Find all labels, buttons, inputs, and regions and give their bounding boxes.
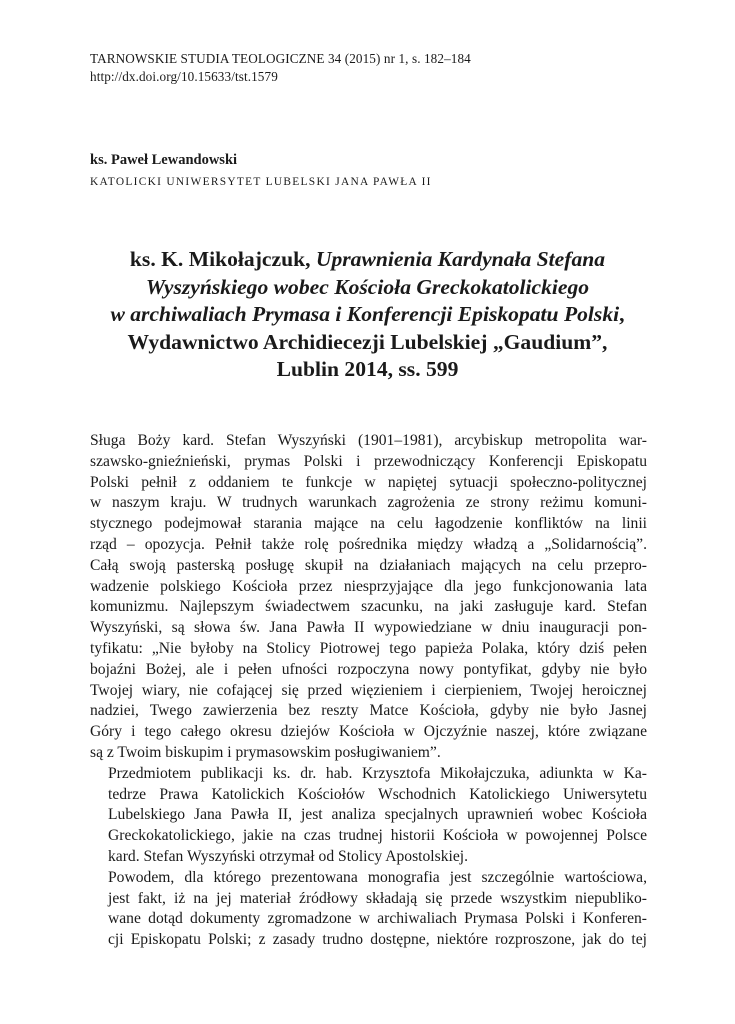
title-line-3 <box>100 301 635 329</box>
text-line: stycznego podejmował starania mające na celu łagodzenie konfliktów na linii <box>90 515 647 533</box>
title-book-italic-3: w archiwaliach Prymasa i Konferencji Episkopatu Polski <box>110 302 620 327</box>
author-block <box>90 150 650 190</box>
text-line: nadziei, Twego zawierzenia bez reszty Matce Kościoła, gdyby nie było Jasnej <box>90 702 647 720</box>
author-name: ks. Paweł Lewandowski <box>90 152 238 168</box>
text-line: Powodem, dla którego prezentowana monografia jest szczególnie wartościowa, <box>108 868 647 886</box>
body-text <box>90 431 647 951</box>
text-line: Góry i tego całego okresu dziejów Kościoła w Ojczyźnie naszej, które związane <box>90 723 647 741</box>
text-line: tyfikatu: „Nie byłoby na Stolicy Piotrowej tego papieża Polaka, który dziś pełen <box>90 639 647 657</box>
text-line: szawsko-gnieźnieński, prymas Polski i przewodniczący Konferencji Episkopatu <box>90 452 647 470</box>
text-line: cji Episkopatu Polski; z zasady trudno dostępne, niektóre rozproszone, jak do tej <box>108 931 647 949</box>
text-line: w naszym kraju. W trudnych warunkach zagrożenia ze strony reżimu komuni- <box>90 494 647 512</box>
paragraph-3 <box>90 868 647 951</box>
journal-doi: http://dx.doi.org/10.15633/tst.1579 <box>90 69 278 84</box>
paragraph-2 <box>90 764 647 868</box>
text-line: jest fakt, iż na jej materiał źródłowy składają się przede wszystkim niepubliko- <box>108 889 647 907</box>
title-line-5: Lublin 2014, ss. 599 <box>276 357 459 382</box>
text-line: wadzenie polskiego Kościoła przez niesprzyjające dla jego funkcjonowania lata <box>90 577 647 595</box>
author-affiliation: KATOLICKI UNIWERSYTET LUBELSKI JANA PAWŁA II <box>90 176 432 188</box>
text-line: wane dotąd dokumenty zgromadzone w archiwaliach Prymasa Polski i Konferen- <box>108 910 647 928</box>
title-comma: , <box>619 302 625 327</box>
title-line-4: Wydawnictwo Archidiecezji Lubelskiej „Gaudium”, <box>127 329 608 354</box>
title-line-2: Wyszyńskiego wobec Kościoła Greckokatolickiego <box>145 274 590 299</box>
title-line-1 <box>100 246 635 274</box>
text-line: są z Twoim biskupim i prymasowskim posługiwaniem”. <box>90 743 441 761</box>
title-author-prefix: ks. K. Mikołajczuk, <box>129 247 316 271</box>
text-line: rząd – opozycja. Pełnił także rolę pośrednika między władzą a „Solidarnością”. <box>90 535 647 553</box>
text-line: Twojej wiary, nie cofającej się przed więzieniem i cierpieniem, Twojej heroicznej <box>90 681 647 699</box>
text-line: kard. Stefan Wyszyński otrzymał od Stolicy Apostolskiej. <box>108 847 468 865</box>
text-line: Wyszyński, są słowa św. Jana Pawła II wypowiedziane w dniu inauguracji pon- <box>90 619 647 637</box>
text-line: komunizmu. Najlepszym świadectwem szacunku, na jaki zasługuje kard. Stefan <box>90 598 647 616</box>
text-line: Polski pełnił z oddaniem te funkcje w napiętej sytuacji społeczno-politycznej <box>90 473 647 491</box>
review-title <box>100 246 635 384</box>
text-line: Przedmiotem publikacji ks. dr. hab. Krzysztofa Mikołajczuka, adiunkta w Ka- <box>108 764 647 782</box>
journal-citation: TARNOWSKIE STUDIA TEOLOGICZNE 34 (2015) nr 1, s. 182–184 <box>90 51 471 66</box>
text-line: Greckokatolickiego, jakie na czas trudnej historii Kościoła w powojennej Polsce <box>108 827 647 845</box>
text-line: Całą swoją pasterską posługę skupił na działaniach mających na celu przepro- <box>90 556 647 574</box>
text-line: tedrze Prawa Katolickich Kościołów Wschodnich Katolickiego Uniwersytetu <box>108 785 647 803</box>
text-line: Sługa Boży kard. Stefan Wyszyński (1901–1981), arcybiskup metropolita war- <box>90 432 647 449</box>
text-line: Lubelskiego Jana Pawła II, jest analiza specjalnych uprawnień wobec Kościoła <box>108 806 647 824</box>
journal-header <box>90 50 650 86</box>
paragraph-1 <box>90 431 647 764</box>
text-line: bojaźni Bożej, ale i pełen ufności rozpoczyna nowy pontyfikat, gdyby nie było <box>90 660 647 678</box>
title-book-italic-1: Uprawnienia Kardynała Stefana <box>315 247 606 271</box>
